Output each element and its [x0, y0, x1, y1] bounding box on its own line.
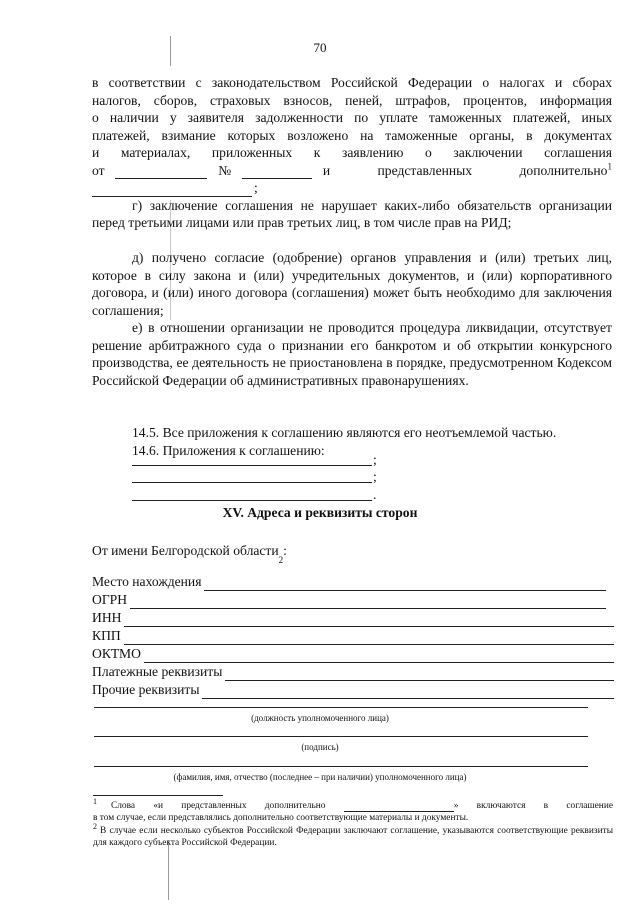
text-line: в соответствии с законодательством Российской Федерации о налогах и сборах — [92, 75, 612, 90]
name-caption: (фамилия, имя, отчество (последнее – при наличии) уполномоченного лица) — [173, 772, 467, 782]
paragraph-e: е) в отношении организации не проводится процедура ликвидации, отсутствует решение арбитражного суда о признании его банкротом и об открытии конкурсного производства, ее деятельность не приостановлена в порядке, предусмотренном Кодексом Российской Федерации об административных правонарушениях. — [92, 320, 612, 388]
additional-docs-blank — [92, 183, 252, 197]
footnote-2-mark-bottom: 2 — [93, 821, 97, 831]
field-other-details: Прочие реквизиты — [92, 681, 614, 699]
clause-14-5: 14.5. Все приложения к соглашению являются его неотъемлемой частью. — [132, 425, 557, 440]
footnote-1-mark: 1 — [607, 160, 612, 171]
attachment-blank-3 — [132, 500, 372, 501]
page-number: 70 — [313, 40, 327, 55]
paragraph-d: д) получено согласие (одобрение) органов управления и (или) третьих лиц, которое в силу закона и (или) учредительных документов, и (или) корпоративного договора, и (или) иного договора (соглашения) может быть необходимо для заключения соглашения; — [92, 250, 612, 318]
party-label: От имени Белгородской области 2 : — [92, 543, 287, 565]
signature-line — [94, 736, 588, 737]
attachment-end-2: ; — [373, 469, 377, 484]
name-signature-line — [94, 766, 588, 767]
footnote-2: 2 В случае если несколько субъектов Российской Федерации заключают соглашение, указываются соответствующие реквизиты для каждого субъекта Российской Федерации. — [93, 821, 613, 848]
attachment-end-1: ; — [373, 452, 377, 467]
text-line: и материалах, приложенных к заявлению о заключении соглашения — [92, 145, 612, 160]
field-location: Место нахождения — [92, 573, 606, 591]
text-line: о наличии у заявителя задолженности по уплате таможенных платежей, иных — [92, 110, 612, 125]
footnote-1-continued: в том случае, если представлялись дополнительно соответствующие материалы и документы. — [93, 813, 469, 823]
attachment-blank-1 — [132, 465, 372, 466]
from-label: от — [92, 162, 105, 178]
clause-14-6: 14.6. Приложения к соглашению: — [132, 442, 325, 458]
paragraph-g: г) заключение соглашения не нарушает каких-либо обязательств организации перед третьими лицами или прав третьих лиц, в том числе прав на РИД; — [92, 197, 612, 230]
additional-docs-line — [92, 179, 612, 197]
position-signature-line — [94, 707, 588, 708]
footnote-separator — [93, 795, 223, 796]
attachment-end-3: . — [373, 487, 377, 502]
attachment-blank-2 — [132, 482, 372, 483]
field-ogrn: ОГРН — [92, 591, 606, 609]
field-payment-details: Платежные реквизиты — [92, 663, 614, 681]
signature-caption: (подпись) — [301, 742, 339, 752]
field-inn: ИНН — [92, 609, 614, 627]
number-blank — [242, 165, 312, 179]
footnote-1-mark-bottom: 1 — [93, 796, 97, 806]
semicolon: ; — [254, 180, 258, 195]
submitted-text: и представленных дополнительно$^1$ — [322, 160, 612, 178]
text-line: налогов, сборов, страховых взносов, пеней, штрафов, процентов, информация — [92, 92, 612, 108]
footnote-1: 1 Слова «и представленных дополнительно » включаются в соглашение — [93, 796, 613, 811]
field-oktmo: ОКТМО — [92, 645, 614, 663]
field-kpp: КПП — [92, 627, 614, 645]
position-caption: (должность уполномоченного лица) — [251, 713, 389, 723]
text-line: платежей, взимание которых возложено на таможенные органы, в документах — [92, 127, 612, 143]
section-heading: XV. Адреса и реквизиты сторон — [222, 505, 418, 520]
agreement-reference-line — [92, 162, 612, 180]
date-blank — [115, 165, 207, 179]
number-sign: № — [218, 162, 232, 178]
scan-artifact-line — [168, 840, 169, 900]
